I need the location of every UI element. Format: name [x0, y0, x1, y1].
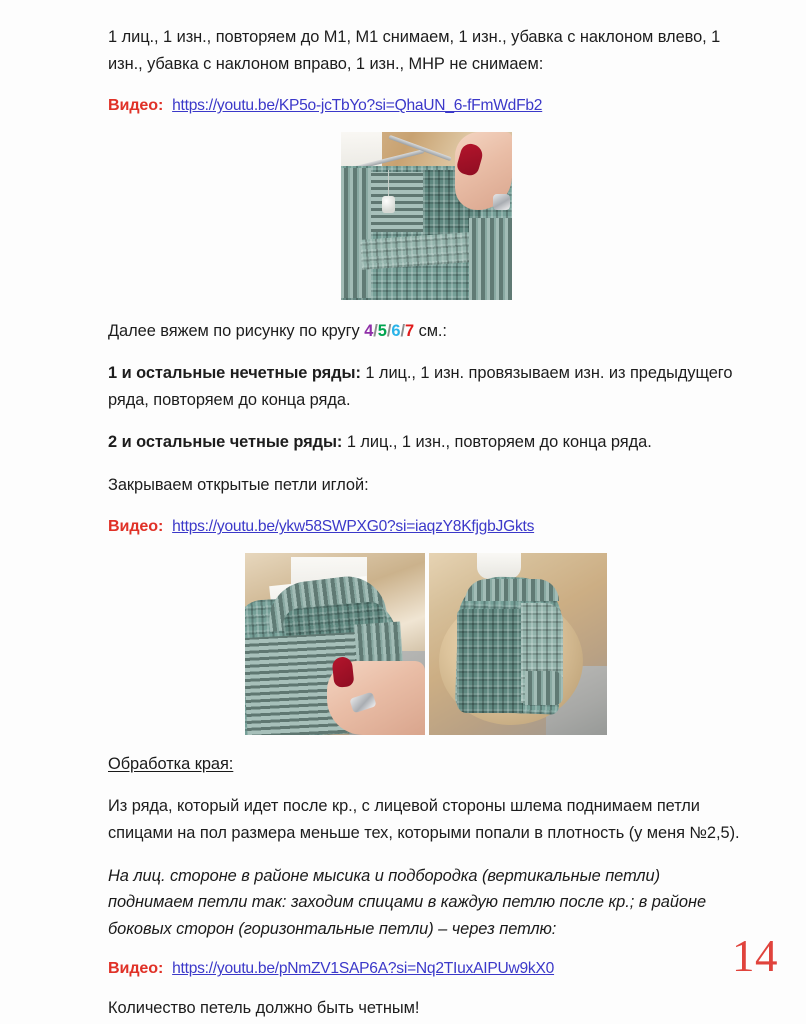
size-separator-3: /: [400, 321, 405, 340]
video-line-1: [108, 93, 744, 117]
video-line-2: [108, 514, 744, 538]
rounds-paragraph: [108, 318, 744, 345]
figure-pair: [108, 553, 744, 735]
ring: [493, 194, 510, 210]
size-value-7: 7: [404, 321, 415, 340]
even-rows-label: 2 и остальные четные ряды:: [108, 433, 343, 452]
rounds-prefix: Далее вяжем по рисунку по кругу: [108, 321, 365, 340]
video-link-2[interactable]: https://youtu.be/ykw58SWPXG0?si=iaqzY8KfjgbJGkts: [172, 518, 535, 536]
page-number: 14: [732, 931, 778, 981]
knitted-right-rib: [469, 218, 512, 300]
helmet-neck-rib: [525, 671, 563, 705]
size-value-6: 6: [391, 321, 401, 340]
photo-white-panel: [477, 553, 521, 579]
intro-paragraph: 1 лиц., 1 изн., повторяем до М1, М1 снимаем, 1 изн., убавка с наклоном влево, 1 изн., убавка с наклоном вправо, 1 изн., МНР не снимаем:: [108, 28, 721, 73]
video-label: Видео:: [108, 959, 164, 978]
italic-paragraph: На лиц. стороне в районе мысика и подбородка (вертикальные петли) поднимаем петли так: заходим спицами в каждую петлю после кр.; в районе боковых сторон (горизонтальные петли) – через петлю:: [108, 866, 707, 938]
video-link-3[interactable]: https://youtu.be/pNmZV1SAP6A?si=Nq2TIuxAIPUw9kX0: [172, 960, 555, 978]
size-separator-1: /: [373, 321, 378, 340]
figure-1: [108, 132, 744, 300]
closing-note: Количество петель должно быть четным!: [108, 998, 420, 1017]
photo-knitting-on-needles: [341, 132, 512, 300]
helmet-top-rib: [465, 579, 559, 601]
close-loops-paragraph: Закрываем открытые петли иглой:: [108, 475, 369, 494]
knitted-rib-edge: [341, 168, 371, 298]
odd-rows-paragraph: [108, 360, 744, 413]
odd-rows-label: 1 и остальные нечетные ряды:: [108, 364, 361, 383]
stitch-marker-icon: [382, 196, 395, 213]
video-label: Видео:: [108, 517, 164, 536]
photo-helmet-on-stool: [429, 553, 607, 735]
size-value-4: 4: [364, 321, 374, 340]
rounds-suffix: см.:: [414, 321, 447, 340]
size-value-5: 5: [377, 321, 387, 340]
size-separator-2: /: [386, 321, 392, 340]
video-line-3: [108, 956, 744, 980]
edge-paragraph: Из ряда, который идет после кр., с лицевой стороны шлема поднимаем петли спицами на пол размера меньше тех, которыми попали в плотность (у меня №2,5).: [108, 797, 740, 842]
video-link-1[interactable]: https://youtu.be/KP5o-jcTbYo?si=QhaUN_6-fFmWdFb2: [172, 97, 543, 115]
video-label: Видео:: [108, 96, 164, 115]
knitted-garter-section: [371, 172, 423, 232]
edge-heading: Обработка края:: [108, 754, 234, 773]
photo-helmet-in-hand: [245, 553, 425, 735]
even-rows-text: 1 лиц., 1 изн., повторяем до конца ряда.: [342, 433, 652, 452]
even-rows-paragraph: [108, 429, 744, 456]
helmet-shadow-side: [457, 609, 523, 713]
odd-rows-text: 1 лиц., 1 изн. провязываем изн. из предыдущего ряда, повторяем до конца ряда.: [108, 364, 733, 409]
